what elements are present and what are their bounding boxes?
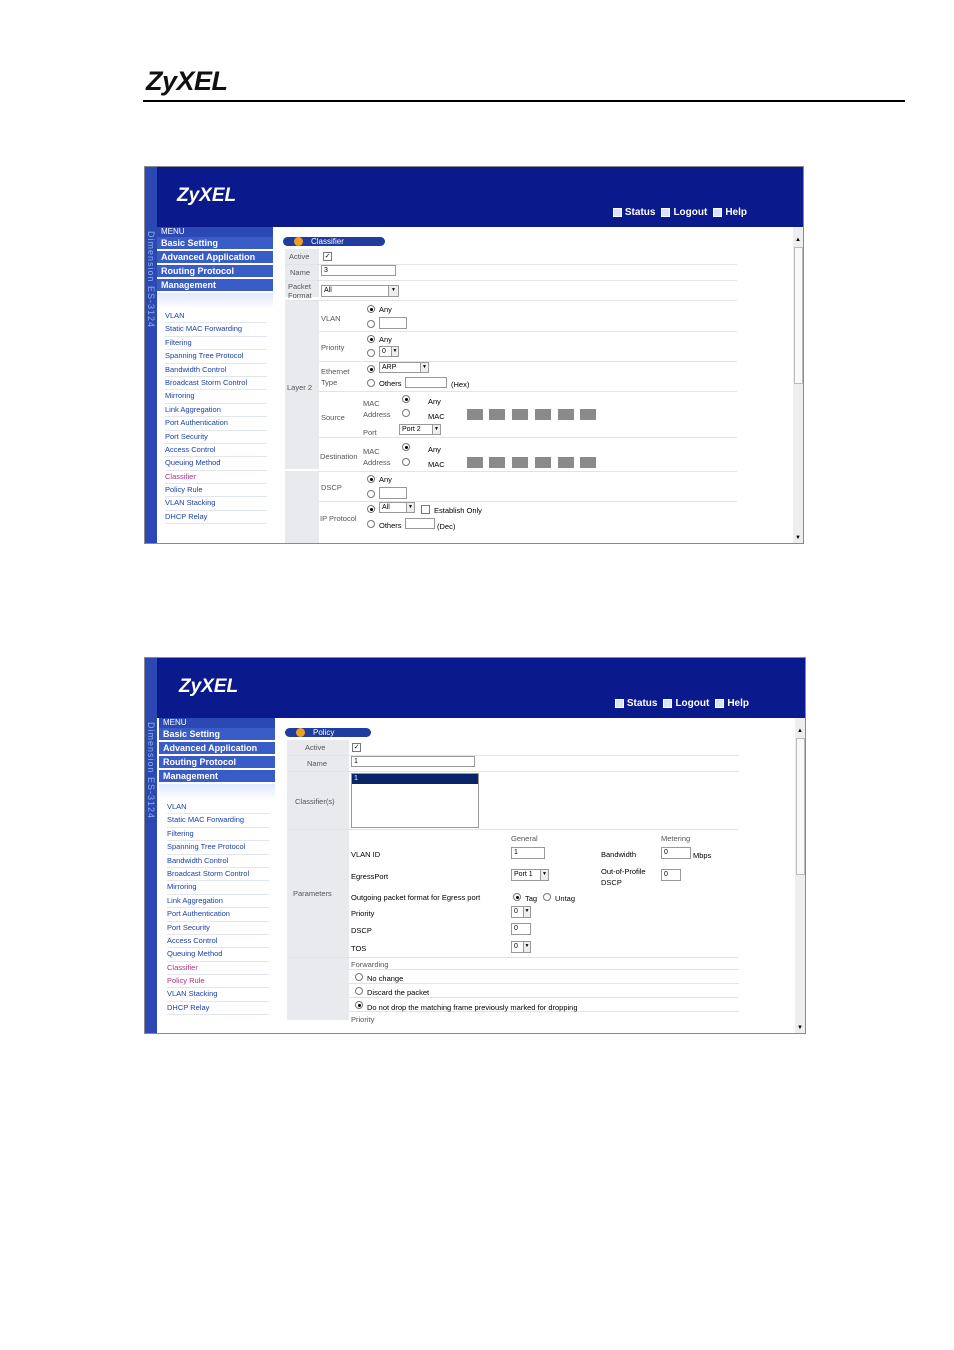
submenu-filtering[interactable]: Filtering [167, 828, 269, 841]
source-mac-octet[interactable] [580, 409, 596, 420]
submenu-policy-rule[interactable]: Policy Rule [165, 484, 267, 497]
name-label: Name [307, 759, 328, 768]
submenu-link-aggregation[interactable]: Link Aggregation [167, 895, 269, 908]
status-link[interactable]: Status [615, 698, 658, 709]
untag-radio[interactable] [543, 893, 551, 901]
help-icon [713, 208, 722, 217]
classifier-form [273, 227, 793, 543]
hex-hint: (Hex) [451, 380, 470, 389]
priority-select[interactable]: 0 ▼ [379, 346, 399, 357]
menu-panel [157, 227, 273, 543]
classifier-option[interactable]: 1 [352, 774, 478, 784]
dscp-value-radio[interactable] [367, 490, 375, 498]
destination-mac-octet[interactable] [512, 457, 528, 468]
priority-label: Priority [351, 909, 375, 918]
menu-gradient [157, 293, 273, 309]
policy-form [275, 718, 795, 1033]
discard-radio[interactable] [355, 987, 363, 995]
destination-mac-any-radio[interactable] [402, 443, 410, 451]
logout-link[interactable]: Logout [663, 698, 709, 709]
active-label: Active [289, 252, 310, 261]
help-link[interactable]: Help [713, 207, 747, 218]
submenu-spanning-tree[interactable]: Spanning Tree Protocol [167, 841, 269, 854]
classifier-screenshot [144, 166, 804, 544]
source-mac-any-text: Any [428, 397, 441, 406]
status-icon [613, 208, 622, 217]
submenu-port-auth[interactable]: Port Authentication [165, 417, 267, 430]
vlan-id-input[interactable]: 1 [511, 847, 545, 859]
menu-gradient [159, 784, 275, 800]
policy-screenshot [144, 657, 806, 1034]
help-icon [715, 699, 724, 708]
dscp-input[interactable]: 0 [511, 923, 531, 935]
ethernet-others-text: Others [379, 379, 402, 388]
scroll-thumb[interactable] [794, 247, 803, 384]
untag-text: Untag [555, 894, 576, 903]
priority-any-radio[interactable] [367, 335, 375, 343]
metering-heading: Metering [661, 834, 691, 843]
destination-mac-octet[interactable] [489, 457, 505, 468]
vlan-any-radio[interactable] [367, 305, 375, 313]
submenu-static-mac[interactable]: Static MAC Forwarding [165, 323, 267, 336]
submenu-vlan[interactable]: VLAN [165, 310, 267, 323]
out-of-profile-dscp-input[interactable]: 0 [661, 869, 681, 881]
submenu-link-aggregation[interactable]: Link Aggregation [165, 404, 267, 417]
product-vertical-label: Dimension ES-3124 [146, 722, 156, 820]
menu-panel [159, 718, 275, 1033]
ethernet-type-select[interactable]: ARP ▼ [379, 362, 429, 373]
app-logo: ZyXEL [179, 676, 239, 697]
submenu-queuing[interactable]: Queuing Method [167, 948, 269, 961]
vlan-value-input[interactable] [379, 317, 407, 329]
source-mac-octet[interactable] [467, 409, 483, 420]
name-input[interactable]: 3 [321, 265, 396, 276]
destination-mac-octet[interactable] [535, 457, 551, 468]
dec-hint: (Dec) [437, 522, 456, 531]
establish-only-text: Establish Only [434, 506, 482, 515]
destination-label: Destination [320, 452, 358, 461]
source-mac-text: MAC [428, 412, 445, 421]
submenu-vlan[interactable]: VLAN [167, 801, 269, 814]
help-link[interactable]: Help [715, 698, 749, 709]
layer2-label: Layer 2 [287, 383, 313, 392]
packet-format-select[interactable]: All ▼ [321, 285, 399, 297]
header-rule [143, 100, 905, 102]
scroll-down-icon[interactable]: ▼ [797, 1025, 803, 1031]
submenu-dhcp-relay[interactable]: DHCP Relay [165, 511, 267, 524]
logout-icon [661, 208, 670, 217]
establish-only-checkbox[interactable] [421, 505, 430, 514]
source-mac-octet[interactable] [558, 409, 574, 420]
status-icon [615, 699, 624, 708]
dscp-label: DSCP [321, 483, 342, 492]
destination-mac-any-text: Any [428, 445, 441, 454]
priority-select[interactable]: 0 ▼ [511, 906, 531, 918]
submenu-static-mac[interactable]: Static MAC Forwarding [167, 814, 269, 827]
ip-protocol-value-input[interactable] [405, 518, 435, 529]
tos-select[interactable]: 0 ▼ [511, 941, 531, 953]
priority-any-text: Any [379, 335, 392, 344]
top-banner [145, 167, 803, 227]
menu-advanced-application[interactable]: Advanced Application [157, 251, 273, 264]
ip-protocol-others-radio[interactable] [367, 520, 375, 528]
dscp-any-text: Any [379, 475, 392, 484]
parameters-label: Parameters [293, 889, 332, 898]
menu-advanced-application[interactable]: Advanced Application [159, 742, 275, 755]
ethernet-type-others-radio[interactable] [367, 379, 375, 387]
submenu-port-auth[interactable]: Port Authentication [167, 908, 269, 921]
mbps-unit: Mbps [693, 851, 712, 860]
priority-value-radio[interactable] [367, 349, 375, 357]
orange-dot-icon [296, 728, 305, 737]
submenu-dhcp-relay[interactable]: DHCP Relay [167, 1002, 269, 1015]
submenu-vlan-stacking[interactable]: VLAN Stacking [165, 497, 267, 510]
scroll-up-icon[interactable]: ▲ [795, 237, 801, 243]
dscp-label: DSCP [351, 926, 372, 935]
top-banner [145, 658, 805, 718]
packet-format-label: Packet Format [288, 282, 312, 300]
submenu-bandwidth[interactable]: Bandwidth Control [165, 364, 267, 377]
destination-mac-text: MAC [428, 460, 445, 469]
destination-mac-radio[interactable] [402, 458, 410, 466]
source-mac-octet[interactable] [535, 409, 551, 420]
no-change-radio[interactable] [355, 973, 363, 981]
submenu-broadcast-storm[interactable]: Broadcast Storm Control [167, 868, 269, 881]
source-mac-radio[interactable] [402, 409, 410, 417]
submenu-queuing[interactable]: Queuing Method [165, 457, 267, 470]
top-links [613, 207, 747, 218]
egress-port-select[interactable]: Port 1 ▼ [511, 869, 549, 881]
submenu-bandwidth[interactable]: Bandwidth Control [167, 855, 269, 868]
menu-routing-protocol[interactable]: Routing Protocol [159, 756, 275, 769]
submenu-list [165, 310, 267, 524]
name-label: Name [290, 268, 311, 277]
source-port-select[interactable]: Port 2 ▼ [399, 424, 441, 435]
do-not-drop-text: Do not drop the matching frame previously marked for dropping [367, 1003, 578, 1012]
scrollbar[interactable] [792, 227, 803, 543]
egress-port-label: EgressPort [351, 872, 389, 881]
dscp-any-radio[interactable] [367, 475, 375, 483]
submenu-access-control[interactable]: Access Control [167, 935, 269, 948]
menu-header: MENU [157, 227, 273, 237]
submenu-policy-rule[interactable]: Policy Rule [167, 975, 269, 988]
scrollbar[interactable] [794, 718, 805, 1033]
menu-basic-setting[interactable]: Basic Setting [159, 728, 275, 741]
classifier-listbox[interactable] [351, 773, 479, 828]
top-links [615, 698, 749, 709]
destination-mac-octet[interactable] [558, 457, 574, 468]
ethernet-type-hex-input[interactable] [405, 377, 447, 388]
tos-label: TOS [351, 944, 367, 953]
submenu-mirroring[interactable]: Mirroring [165, 390, 267, 403]
classifiers-label: Classifier(s) [295, 797, 335, 806]
app-logo: ZyXEL [177, 185, 237, 206]
tag-text: Tag [525, 894, 538, 903]
scroll-up-icon[interactable]: ▲ [797, 728, 803, 734]
menu-header: MENU [159, 718, 275, 728]
vlan-value-radio[interactable] [367, 320, 375, 328]
menu-management[interactable]: Management [159, 770, 275, 783]
side-strip [145, 658, 157, 1033]
scroll-down-icon[interactable]: ▼ [795, 535, 801, 541]
vlan-any-text: Any [379, 305, 392, 314]
document-logo: ZyXEL [146, 66, 228, 96]
name-input[interactable]: 1 [351, 756, 475, 767]
side-strip [145, 167, 157, 543]
vlan-id-label: VLAN ID [351, 850, 381, 859]
policy-title: Policy [285, 728, 371, 737]
submenu-broadcast-storm[interactable]: Broadcast Storm Control [165, 377, 267, 390]
logout-icon [663, 699, 672, 708]
active-checkbox[interactable]: ✓ [353, 744, 360, 751]
submenu-vlan-stacking[interactable]: VLAN Stacking [167, 988, 269, 1001]
dscp-value-input[interactable] [379, 487, 407, 499]
source-mac-address-label: MAC Address [363, 399, 391, 419]
do-not-drop-radio[interactable] [355, 1001, 363, 1009]
ip-protocol-label: IP Protocol [320, 514, 357, 523]
priority-label: Priority [321, 343, 345, 352]
submenu-spanning-tree[interactable]: Spanning Tree Protocol [165, 350, 267, 363]
menu-routing-protocol[interactable]: Routing Protocol [157, 265, 273, 278]
bandwidth-input[interactable]: 0 [661, 847, 691, 859]
ethernet-type-label: Ethernet Type [321, 367, 350, 387]
submenu-access-control[interactable]: Access Control [165, 444, 267, 457]
active-checkbox[interactable]: ✓ [324, 253, 331, 260]
menu-management[interactable]: Management [157, 279, 273, 292]
orange-dot-icon [294, 237, 303, 246]
ip-protocol-preset-radio[interactable] [367, 505, 375, 513]
submenu-port-security[interactable]: Port Security [167, 922, 269, 935]
submenu-filtering[interactable]: Filtering [165, 337, 267, 350]
ethernet-type-preset-radio[interactable] [367, 365, 375, 373]
bandwidth-label: Bandwidth [601, 850, 637, 859]
destination-mac-address-label: MAC Address [363, 447, 391, 467]
active-label: Active [305, 743, 326, 752]
outgoing-format-label: Outgoing packet format for Egress port [351, 893, 481, 902]
submenu-classifier[interactable]: Classifier [165, 471, 267, 484]
submenu-port-security[interactable]: Port Security [165, 431, 267, 444]
scroll-thumb[interactable] [796, 738, 805, 875]
submenu-list [167, 801, 269, 1015]
classifier-title: Classifier [283, 237, 385, 246]
ip-protocol-select[interactable]: All ▼ [379, 502, 415, 513]
source-label: Source [321, 413, 345, 422]
no-change-text: No change [367, 974, 404, 983]
vlan-label: VLAN [321, 314, 341, 323]
discard-text: Discard the packet [367, 988, 430, 997]
destination-mac-octet[interactable] [467, 457, 483, 468]
status-link[interactable]: Status [613, 207, 656, 218]
source-port-label: Port [363, 428, 377, 437]
destination-mac-octet[interactable] [580, 457, 596, 468]
dropdown-arrow-icon: ▼ [388, 286, 398, 296]
logout-link[interactable]: Logout [661, 207, 707, 218]
menu-basic-setting[interactable]: Basic Setting [157, 237, 273, 250]
ip-protocol-others-text: Others [379, 521, 402, 530]
source-mac-octet[interactable] [489, 409, 505, 420]
out-of-profile-dscp-label: Out-of-Profile DSCP [601, 867, 646, 887]
general-heading: General [511, 834, 538, 843]
source-mac-octet[interactable] [512, 409, 528, 420]
submenu-classifier[interactable]: Classifier [167, 962, 269, 975]
product-vertical-label: Dimension ES-3124 [146, 231, 156, 329]
forwarding-heading: Forwarding [351, 960, 389, 969]
submenu-mirroring[interactable]: Mirroring [167, 881, 269, 894]
priority-section-heading: Priority [351, 1015, 375, 1024]
source-mac-any-radio[interactable] [402, 395, 410, 403]
tag-radio[interactable] [513, 893, 521, 901]
